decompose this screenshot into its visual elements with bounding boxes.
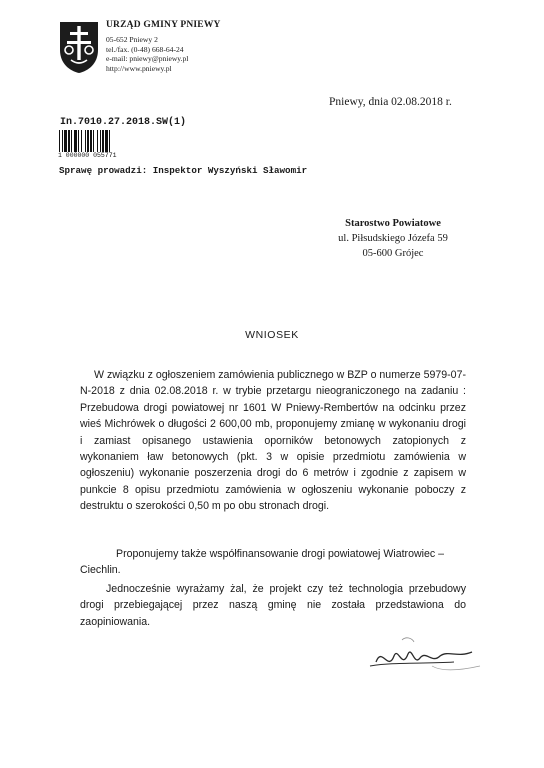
barcode-bar xyxy=(59,130,60,152)
barcode-bar xyxy=(90,130,92,152)
recipient-name: Starostwo Powiatowe xyxy=(345,218,441,229)
barcode-number: 1 000000 055771 xyxy=(58,152,117,159)
handwritten-signature xyxy=(362,632,492,682)
recipient-city: 05-600 Grójec xyxy=(362,248,424,259)
barcode-bar xyxy=(97,130,98,152)
barcode-bar xyxy=(87,130,89,152)
org-email: e-mail: pniewy@pniewy.pl xyxy=(106,54,189,64)
org-phone: tel./fax. (0-48) 668-64-24 xyxy=(106,44,184,54)
barcode-bar xyxy=(78,130,79,152)
case-handler: Sprawę prowadzi: Inspektor Wyszyński Sławomir xyxy=(59,165,308,176)
barcode-bar xyxy=(68,130,70,152)
recipient-address xyxy=(318,216,468,261)
barcode-bar xyxy=(93,130,94,152)
barcode-bar xyxy=(102,130,104,152)
org-address: 05-652 Pniewy 2 xyxy=(106,35,158,44)
paragraph-2 xyxy=(80,546,466,579)
paragraph-3 xyxy=(80,581,466,630)
date-line: Pniewy, dnia 02.08.2018 r. xyxy=(329,96,452,108)
barcode-bar xyxy=(85,130,86,152)
coat-of-arms-logo xyxy=(58,20,100,74)
document-title: WNIOSEK xyxy=(245,329,299,341)
barcode-bar xyxy=(81,130,82,152)
paragraph-1 xyxy=(80,367,466,515)
barcode-bar xyxy=(64,130,67,152)
barcode xyxy=(59,130,127,152)
paragraph-1-text: W związku z ogłoszeniem zamówienia publicznego w BZP o numerze 5979-07-N-2018 z dnia 02.08.2018 r. w trybie przetargu nieograniczonego na zadaniu : Przebudowa drogi powiatowej nr 1601 W Pniewy-Rembertów na odcinku przez wieś Michrówek o długości 2 600,00 mb, proponujemy zmianę w wykonaniu drogi i zamiast opisanego ustawienia oporników betonowych zatopionych z wykonaniem ław betonowych (pkt. 3 w opisie przedmiotu zamówienia w ogłoszeniu) wykonanie poszerzenia drogi do 6 metrów i zgodnie z zapisem w punkcie 8 opisu przedmiotu zamówienia w ogłoszeniu wykonanie poboczy z destruktu o szerokości 0,50 m po obu stronach drogi. xyxy=(80,369,466,513)
barcode-bar xyxy=(100,130,101,152)
org-name: URZĄD GMINY PNIEWY xyxy=(106,20,221,30)
paragraph-3-text: Jednocześnie wyrażamy żal, że projekt czy też technologia przebudowy drogi przebiegającej przez naszą gminę nie została przedstawiona do zaopiniowania. xyxy=(80,583,466,628)
barcode-bar xyxy=(71,130,72,152)
barcode-bar xyxy=(105,130,108,152)
recipient-street: ul. Piłsudskiego Józefa 59 xyxy=(338,233,448,244)
barcode-bar xyxy=(109,130,110,152)
reference-number: In.7010.27.2018.SW(1) xyxy=(60,117,187,128)
barcode-bar xyxy=(62,130,63,152)
paragraph-2-text: Proponujemy także współfinansowanie drogi powiatowej Wiatrowiec – Ciechlin. xyxy=(80,548,444,577)
org-website: http://www.pniewy.pl xyxy=(106,63,172,73)
barcode-bar xyxy=(74,130,77,152)
letterhead xyxy=(106,20,221,73)
